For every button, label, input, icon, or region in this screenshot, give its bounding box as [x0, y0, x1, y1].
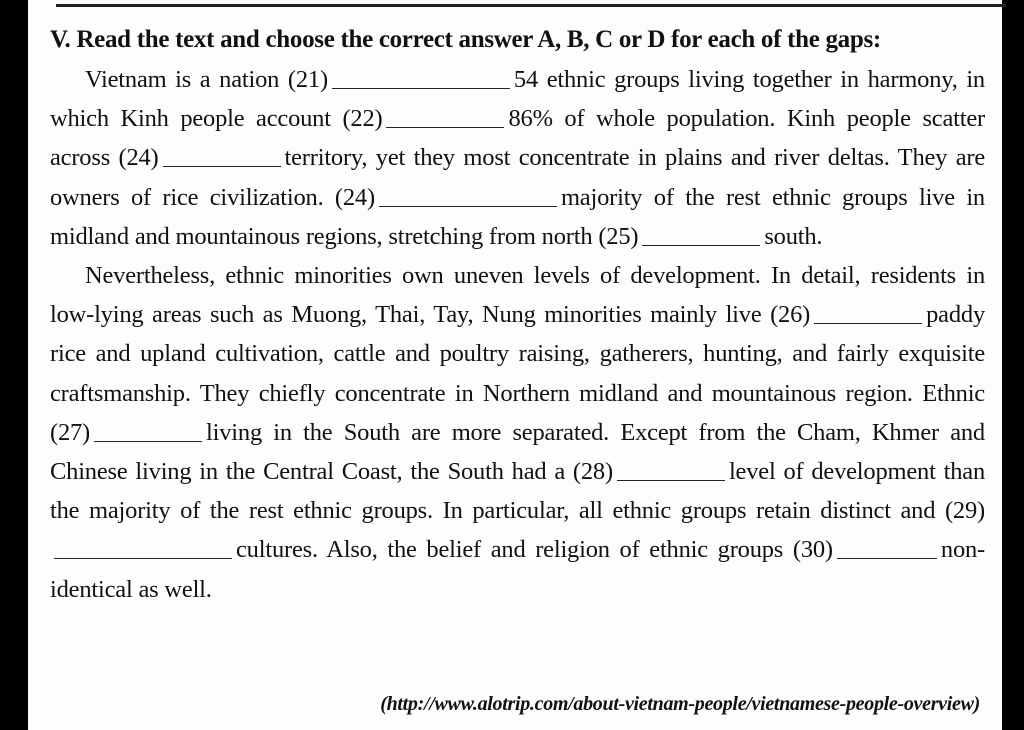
paragraph-1 — [50, 60, 985, 256]
gap-27 — [94, 416, 202, 442]
p1-text-5: majority of the rest ethnic groups live in midland and mountainous regions, stretching from north (25) — [50, 183, 985, 250]
p2-text-5: cultures. Also, the belief and religion of ethnic groups (30) — [236, 536, 833, 564]
worksheet-page — [28, 0, 1002, 730]
p2-text-1: Nevertheless, ethnic minorities own uneven levels of development. In detail, residents in low-lying areas such as Muong, Thai, Tay, Nung minorities mainly live (26) — [50, 262, 985, 329]
p2-text-3: living in the South are more separated. Except from the Cham, Khmer and Chinese living in the Central Coast, the South had a (28) — [50, 418, 985, 486]
gap-25 — [642, 220, 760, 246]
paragraph-2 — [50, 256, 985, 609]
exercise-heading: V. Read the text and choose the correct answer A, B, C or D for each of the gaps: — [50, 26, 881, 53]
p1-text-6: south. — [764, 222, 823, 250]
gap-30 — [837, 534, 937, 560]
source-citation: (http://www.alotrip.com/about-vietnam-people/vietnamese-people-overview) — [380, 693, 980, 715]
gap-28 — [617, 456, 725, 482]
p1-text-3: 86% of whole population. Kinh people scatter across (24) — [50, 105, 985, 172]
p1-text-2: 54 ethnic groups living together in harmony, in which Kinh people account (22) — [50, 66, 985, 133]
p2-text-4: level of development than the majority of the rest ethnic groups. In particular, all ethnic groups retain distinct and (29) — [50, 458, 985, 525]
p2-text-6: non-identical as well. — [50, 536, 985, 603]
gap-24a — [163, 142, 281, 168]
top-rule — [56, 4, 1006, 7]
p2-text-2: paddy rice and upland cultivation, cattle and poultry raising, gatherers, hunting, and fairly exquisite craftsmanship. They chiefly concentrate in Northern midland and mountainous region. Ethnic (27) — [50, 301, 985, 446]
gap-29 — [54, 534, 232, 560]
gap-21 — [332, 64, 510, 90]
reading-passage — [50, 60, 985, 609]
gap-22 — [386, 103, 504, 129]
gap-24b — [379, 181, 557, 207]
p1-text-4: territory, yet they most concentrate in plains and river deltas. They are owners of rice civilization. (24) — [50, 144, 986, 211]
gap-26 — [814, 299, 922, 325]
p1-text-1: Vietnam is a nation (21) — [85, 66, 328, 93]
